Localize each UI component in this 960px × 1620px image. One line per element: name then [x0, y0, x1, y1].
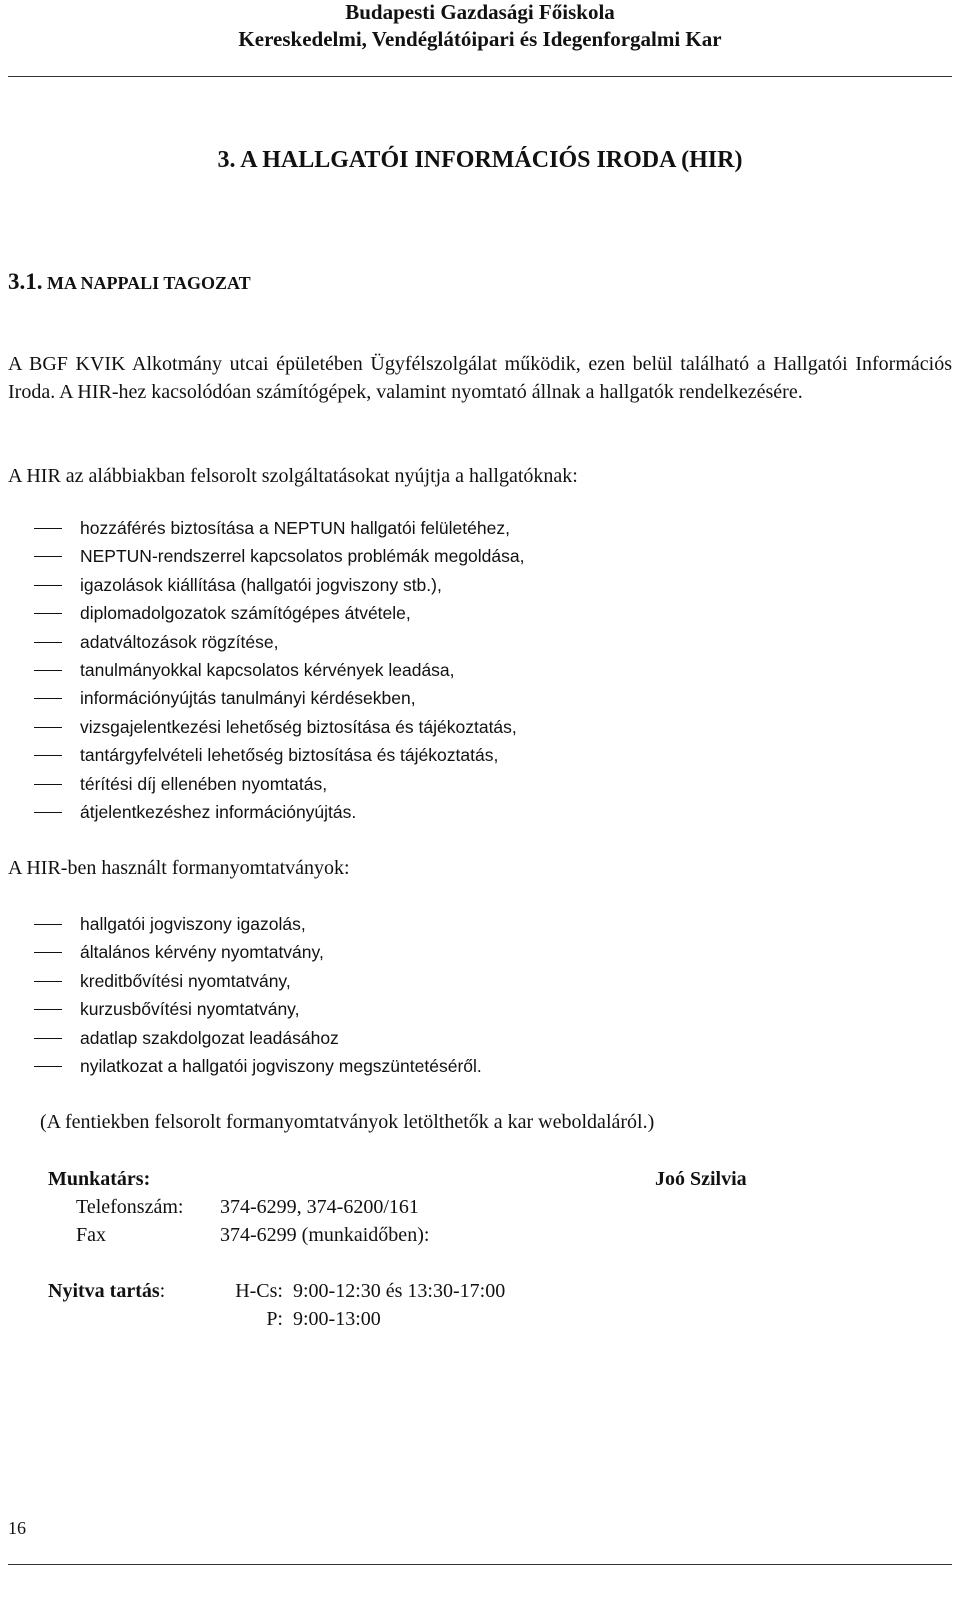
opening-hours-label-text: Nyitva tartás	[48, 1280, 160, 1302]
list-item: információnyújtás tanulmányi kérdésekben,	[8, 684, 525, 712]
list-item: tanulmányokkal kapcsolatos kérvények leadása,	[8, 656, 525, 684]
list-item: igazolások kiállítása (hallgatói jogviszony stb.),	[8, 571, 525, 599]
fax-value: 374-6299 (munkaidőben):	[220, 1224, 430, 1246]
hours-days: P:	[266, 1308, 283, 1330]
phone-label: Telefonszám:	[76, 1196, 184, 1218]
subsection-title: MA NAPPALI TAGOZAT	[47, 273, 251, 293]
list-item: nyilatkozat a hallgatói jogviszony megszüntetéséről.	[8, 1052, 482, 1080]
list-item: hallgatói jogviszony igazolás,	[8, 910, 482, 938]
opening-hours-colon: :	[159, 1280, 166, 1302]
header-divider	[8, 76, 952, 77]
faculty-name: Kereskedelmi, Vendéglátóipari és Idegenforgalmi Kar	[238, 27, 722, 51]
list-item: kreditbővítési nyomtatvány,	[8, 967, 482, 995]
fax-label: Fax	[76, 1224, 106, 1246]
list-item: általános kérvény nyomtatvány,	[8, 938, 482, 966]
list-item: tantárgyfelvételi lehetőség biztosítása és tájékoztatás,	[8, 741, 525, 769]
services-list	[8, 514, 525, 826]
section-title: 3. A HALLGATÓI INFORMÁCIÓS IRODA (HIR)	[217, 147, 743, 173]
hours-days: H-Cs:	[235, 1280, 283, 1302]
institution-name: Budapesti Gazdasági Főiskola	[345, 0, 615, 24]
footer-divider	[8, 1564, 952, 1565]
list-item: NEPTUN-rendszerrel kapcsolatos problémák megoldása,	[8, 542, 525, 570]
phone-value: 374-6299, 374-6200/161	[220, 1196, 419, 1218]
services-intro: A HIR az alábbiakban felsorolt szolgáltatásokat nyújtja a hallgatóknak:	[8, 465, 578, 487]
list-item: hozzáférés biztosítása a NEPTUN hallgatói felületéhez,	[8, 514, 525, 542]
list-item: vizsgajelentkezési lehetőség biztosítása és tájékoztatás,	[8, 713, 525, 741]
intro-paragraph: A BGF KVIK Alkotmány utcai épületében Ügyfélszolgálat működik, ezen belül található a Hallgatói Információs Iroda. A HIR-hez kacsolódóan számítógépek, valamint nyomtató állnak a hallgatók rendelkezésére.	[8, 353, 952, 403]
hours-time: 9:00-13:00	[293, 1308, 381, 1330]
list-item: kurzusbővítési nyomtatvány,	[8, 995, 482, 1023]
page-number: 16	[8, 1518, 26, 1538]
forms-list	[8, 910, 482, 1080]
subsection-number: 3.1.	[8, 269, 43, 294]
list-item: átjelentkezéshez információnyújtás.	[8, 798, 525, 826]
list-item: adatlap szakdolgozat leadásához	[8, 1024, 482, 1052]
download-note: (A fentiekben felsorolt formanyomtatványok letölthetők a kar weboldaláról.)	[40, 1111, 655, 1133]
list-item: adatváltozások rögzítése,	[8, 628, 525, 656]
list-item: diplomadolgozatok számítógépes átvétele,	[8, 599, 525, 627]
staff-label: Munkatárs:	[48, 1168, 151, 1190]
hours-time: 9:00-12:30 és 13:30-17:00	[293, 1280, 506, 1302]
subsection-heading	[8, 268, 251, 297]
opening-hours-label	[48, 1277, 165, 1305]
list-item: térítési díj ellenében nyomtatás,	[8, 770, 525, 798]
forms-intro: A HIR-ben használt formanyomtatványok:	[8, 857, 350, 879]
staff-name: Joó Szilvia	[655, 1168, 747, 1190]
